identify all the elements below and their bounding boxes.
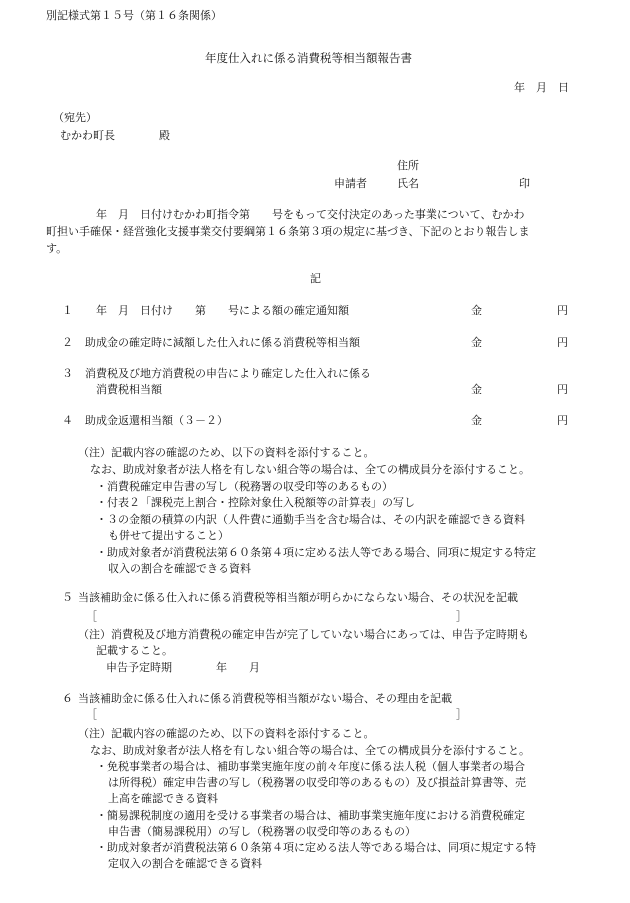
- section6-bullet: ・簡易課税制度の適用を受ける事業者の場合は、補助事業実施年度における消費税確定: [96, 809, 525, 822]
- item-kin: 金: [471, 414, 482, 427]
- section5-note: （注）消費税及び地方消費税の確定申告が完了していない場合にあっては、申告予定時期も: [78, 628, 529, 641]
- section6-bullet: ・助成対象者が消費税法第６０条第４項に定める法人等である場合は、同項に規定する特: [96, 841, 536, 854]
- item-text: 助成金の確定時に減額した仕入れに係る消費税等相当額: [85, 336, 360, 349]
- item-yen: 円: [557, 383, 568, 396]
- note-bullet-continued: 収入の割合を確認できる資料: [108, 562, 251, 575]
- section6-note-lead: （注）記載内容の確認のため、以下の資料を添付すること。: [78, 727, 375, 740]
- section6-number: ６: [62, 692, 73, 705]
- section6-note-line: なお、助成対象者が法人格を有しない組合等の場合は、全ての構成員分を添付すること。: [90, 744, 530, 757]
- section6-bullet: ・免税事業者の場合は、補助事業実施年度の前々年度に係る法人税（個人事業者の場合: [96, 760, 525, 773]
- section6-bullet-continued: 定収入の割合を確認できる資料: [108, 857, 262, 870]
- intro-line-3: す。: [46, 242, 68, 255]
- item-number: ３: [62, 367, 73, 380]
- item-text: 年 月 日付け 第 号による額の確定通知額: [96, 304, 349, 317]
- section5-schedule: 申告予定時期 年 月: [106, 661, 260, 674]
- seal-mark: 印: [519, 177, 530, 190]
- note-bullet: ・付表２「課税売上割合・控除対象仕入税額等の計算表」の写し: [96, 496, 415, 509]
- item-kin: 金: [471, 383, 482, 396]
- item-kin: 金: [471, 336, 482, 349]
- applicant-address-label: 住所: [397, 159, 419, 172]
- addressee-label: （宛先）: [53, 111, 97, 124]
- section5-note-continued: 記載すること。: [96, 644, 173, 657]
- section5-bracket-open: ［: [86, 610, 97, 623]
- intro-line-2: 町担い手確保・経営強化支援事業交付要綱第１６条第３項の規定に基づき、下記のとおり報告しま: [46, 225, 530, 238]
- section6-bracket-close: ］: [456, 708, 467, 721]
- section5-text: 当該補助金に係る仕入れに係る消費税等相当額が明らかにならない場合、その状況を記載: [78, 591, 518, 604]
- item-number: ４: [62, 414, 73, 427]
- section6-bullet-continued: は所得税）確定申告書の写し（税務署の収受印等のあるもの）及び損益計算書等、売: [108, 776, 526, 789]
- note-bullet: ・助成対象者が消費税法第６０条第４項に定める法人等である場合、同項に規定する特定: [96, 546, 536, 559]
- section6-bullet-continued: 申告書（簡易課税用）の写し（税務署の収受印等のあるもの）: [108, 825, 416, 838]
- item-text: 消費税及び地方消費税の申告により確定した仕入れに係る: [85, 367, 371, 380]
- document-title: 年度仕入れに係る消費税等相当額報告書: [205, 51, 412, 65]
- item-yen: 円: [557, 304, 568, 317]
- ki-heading: 記: [310, 272, 321, 285]
- note-bullet-continued: も併せて提出すること）: [108, 529, 229, 542]
- form-number: 別記様式第１５号（第１６条関係）: [46, 9, 222, 22]
- item-text-continued: 消費税相当額: [96, 383, 162, 396]
- item-number: １: [62, 304, 73, 317]
- intro-line-1: 年 月 日付けむかわ町指令第 号をもって交付決定のあった事業について、むかわ: [96, 208, 525, 221]
- addressee-name: むかわ町長 殿: [60, 129, 170, 142]
- note-bullet: ・３の金額の積算の内訳（人件費に通勤手当を含む場合は、その内訳を確認できる資料: [96, 513, 525, 526]
- note-bullet: ・消費税確定申告書の写し（税務署の収受印等のあるもの）: [96, 480, 393, 493]
- item-kin: 金: [471, 304, 482, 317]
- item-yen: 円: [557, 414, 568, 427]
- section5-number: ５: [62, 591, 73, 604]
- item-yen: 円: [557, 336, 568, 349]
- section6-bracket-open: ［: [86, 708, 97, 721]
- section5-bracket-close: ］: [456, 610, 467, 623]
- item-number: ２: [62, 336, 73, 349]
- section6-text: 当該補助金に係る仕入れに係る消費税等相当額がない場合、その理由を記載: [78, 692, 452, 705]
- note-lead: （注）記載内容の確認のため、以下の資料を添付すること。: [78, 446, 375, 459]
- applicant-name-label: 氏名: [397, 177, 419, 190]
- section6-bullet-continued: 上高を確認できる資料: [108, 792, 218, 805]
- item-text: 助成金返還相当額（３－２）: [85, 414, 228, 427]
- report-date: 年 月 日: [514, 81, 569, 94]
- note-line: なお、助成対象者が法人格を有しない組合等の場合は、全ての構成員分を添付すること。: [90, 463, 530, 476]
- applicant-role-label: 申請者: [334, 177, 367, 190]
